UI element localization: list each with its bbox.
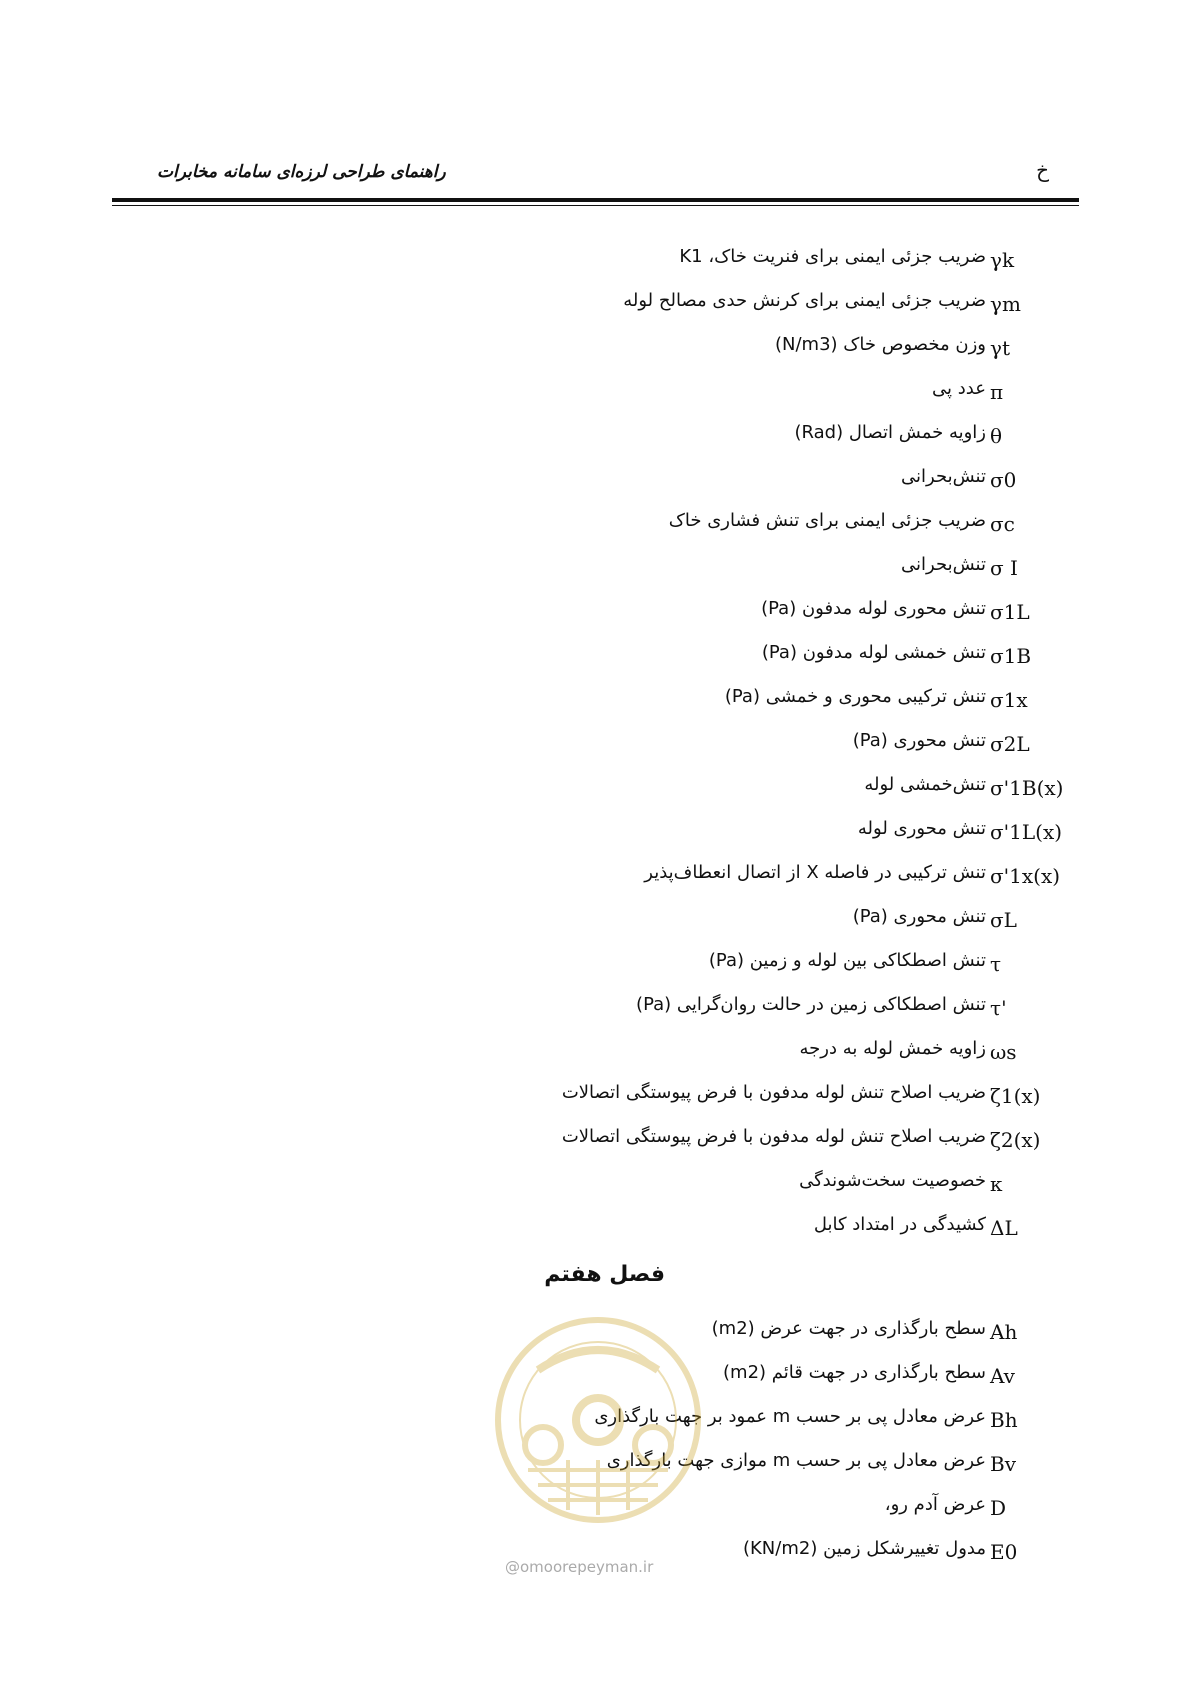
symbol-row bbox=[0, 1032, 1191, 1076]
symbol-description: خصوصیت سخت‌شوندگی bbox=[799, 1170, 986, 1191]
symbol: Bh bbox=[990, 1408, 1018, 1432]
symbol-description: ضریب جزئی ایمنی برای تنش فشاری خاک bbox=[668, 510, 986, 531]
symbol-row bbox=[0, 1164, 1191, 1208]
symbol: σ1x bbox=[990, 688, 1028, 712]
symbol-description: زاویه خمش لوله به درجه bbox=[799, 1038, 986, 1059]
symbol: Ah bbox=[990, 1320, 1018, 1344]
symbol-row bbox=[0, 460, 1191, 504]
symbol-row bbox=[0, 1076, 1191, 1120]
symbol-description: ضریب اصلاح تنش لوله مدفون با فرض پیوستگی اتصالات bbox=[561, 1082, 986, 1103]
symbol-description: تنش ترکیبی محوری و خمشی (Pa) bbox=[724, 686, 986, 707]
symbol: E0 bbox=[990, 1540, 1018, 1564]
symbol-row bbox=[0, 240, 1191, 284]
section-title-text: فصل هفتم bbox=[544, 1262, 665, 1287]
symbol: Bv bbox=[990, 1452, 1016, 1476]
symbol: ζ2(x) bbox=[990, 1128, 1041, 1152]
header-title: راهنمای طراحی لرزه‌ای سامانه مخابرات bbox=[157, 162, 446, 182]
symbol-description: وزن مخصوص خاک (N/m3) bbox=[775, 334, 986, 355]
symbol-description: ضریب اصلاح تنش لوله مدفون با فرض پیوستگی اتصالات bbox=[561, 1126, 986, 1147]
symbol-row bbox=[0, 416, 1191, 460]
symbol-description: تنش‌بحرانی bbox=[901, 554, 986, 575]
symbol: σ1L bbox=[990, 600, 1030, 624]
symbol-row bbox=[0, 680, 1191, 724]
symbol-row bbox=[0, 592, 1191, 636]
symbol: σ2L bbox=[990, 732, 1030, 756]
symbol: τ bbox=[990, 952, 1002, 976]
symbol: γk bbox=[990, 248, 1015, 272]
symbol: θ bbox=[990, 424, 1003, 448]
symbol-description: تنش محوری (Pa) bbox=[852, 730, 986, 751]
symbol-description: عرض معادل پی بر حسب m موازی جهت بارگذاری bbox=[606, 1450, 986, 1471]
symbol-row bbox=[0, 724, 1191, 768]
symbol: σc bbox=[990, 512, 1015, 536]
symbol-row bbox=[0, 900, 1191, 944]
symbol-row bbox=[0, 768, 1191, 812]
symbol-description: سطح بارگذاری در جهت قائم (m2) bbox=[723, 1362, 986, 1383]
symbol-row bbox=[0, 284, 1191, 328]
symbol-description: مدول تغییرشکل زمین (KN/m2) bbox=[742, 1538, 986, 1559]
symbol-row bbox=[0, 636, 1191, 680]
symbol-row bbox=[0, 328, 1191, 372]
symbol-description: تنش اصطکاکی بین لوله و زمین (Pa) bbox=[708, 950, 986, 971]
symbol-row bbox=[0, 1120, 1191, 1164]
symbol-description: تنش محوری (Pa) bbox=[852, 906, 986, 927]
symbol-row bbox=[0, 944, 1191, 988]
header-rule-thin bbox=[112, 205, 1079, 206]
symbol-description: تنش‌بحرانی bbox=[901, 466, 986, 487]
symbol-description: عرض آدم رو، bbox=[884, 1494, 986, 1515]
symbol: D bbox=[990, 1496, 1007, 1520]
symbol-row bbox=[0, 1208, 1191, 1252]
symbol: γm bbox=[990, 292, 1021, 316]
symbol: κ bbox=[990, 1172, 1003, 1196]
header-rule-thick bbox=[112, 198, 1079, 202]
symbol: ωs bbox=[990, 1040, 1017, 1064]
symbol-description: سطح بارگذاری در جهت عرض (m2) bbox=[711, 1318, 986, 1339]
symbol-description: ضریب جزئی ایمنی برای فنریت خاک، K1 bbox=[679, 246, 986, 267]
symbol: γt bbox=[990, 336, 1010, 360]
symbol: σ'1L(x) bbox=[990, 820, 1063, 844]
symbol: τ' bbox=[990, 996, 1007, 1020]
symbol-description: تنش‌خمشی لوله bbox=[864, 774, 986, 795]
symbol-description: زاویه خمش اتصال (Rad) bbox=[794, 422, 986, 443]
symbol: ΔL bbox=[990, 1216, 1018, 1240]
symbol: π bbox=[990, 380, 1004, 404]
symbol: σ'1B(x) bbox=[990, 776, 1064, 800]
symbol-description: تنش ترکیبی در فاصله X از اتصال انعطاف‌پذیر bbox=[644, 862, 986, 883]
symbol-description: عرض معادل پی بر حسب m عمود بر جهت بارگذاری bbox=[594, 1406, 986, 1427]
symbol: σ0 bbox=[990, 468, 1017, 492]
page-number: خ bbox=[1036, 158, 1049, 182]
symbol-description: تنش محوری لوله bbox=[857, 818, 986, 839]
symbol-description: عدد پی bbox=[932, 378, 986, 399]
symbol: ζ1(x) bbox=[990, 1084, 1041, 1108]
symbol-row bbox=[0, 812, 1191, 856]
symbol: σL bbox=[990, 908, 1017, 932]
symbol: σ'1x(x) bbox=[990, 864, 1061, 888]
symbol-row bbox=[0, 372, 1191, 416]
watermark-text: @omoorepeyman.ir bbox=[505, 1558, 654, 1576]
symbol: Av bbox=[990, 1364, 1015, 1388]
symbol: σ1B bbox=[990, 644, 1032, 668]
symbol-row bbox=[0, 856, 1191, 900]
publisher-seal-logo bbox=[488, 1300, 708, 1540]
symbol-row bbox=[0, 504, 1191, 548]
symbol-row bbox=[0, 548, 1191, 592]
symbol-row bbox=[0, 988, 1191, 1032]
symbol: σ I bbox=[990, 556, 1018, 580]
symbol-description: ضریب جزئی ایمنی برای کرنش حدی مصالح لوله bbox=[623, 290, 986, 311]
symbol-description: تنش اصطکاکی زمین در حالت روان‌گرایی (Pa) bbox=[636, 994, 986, 1015]
page-header bbox=[112, 152, 1079, 192]
symbol-description: تنش محوری لوله مدفون (Pa) bbox=[761, 598, 986, 619]
symbol-description: کشیدگی در امتداد کابل bbox=[813, 1214, 986, 1235]
symbol-description: تنش خمشی لوله مدفون (Pa) bbox=[761, 642, 986, 663]
